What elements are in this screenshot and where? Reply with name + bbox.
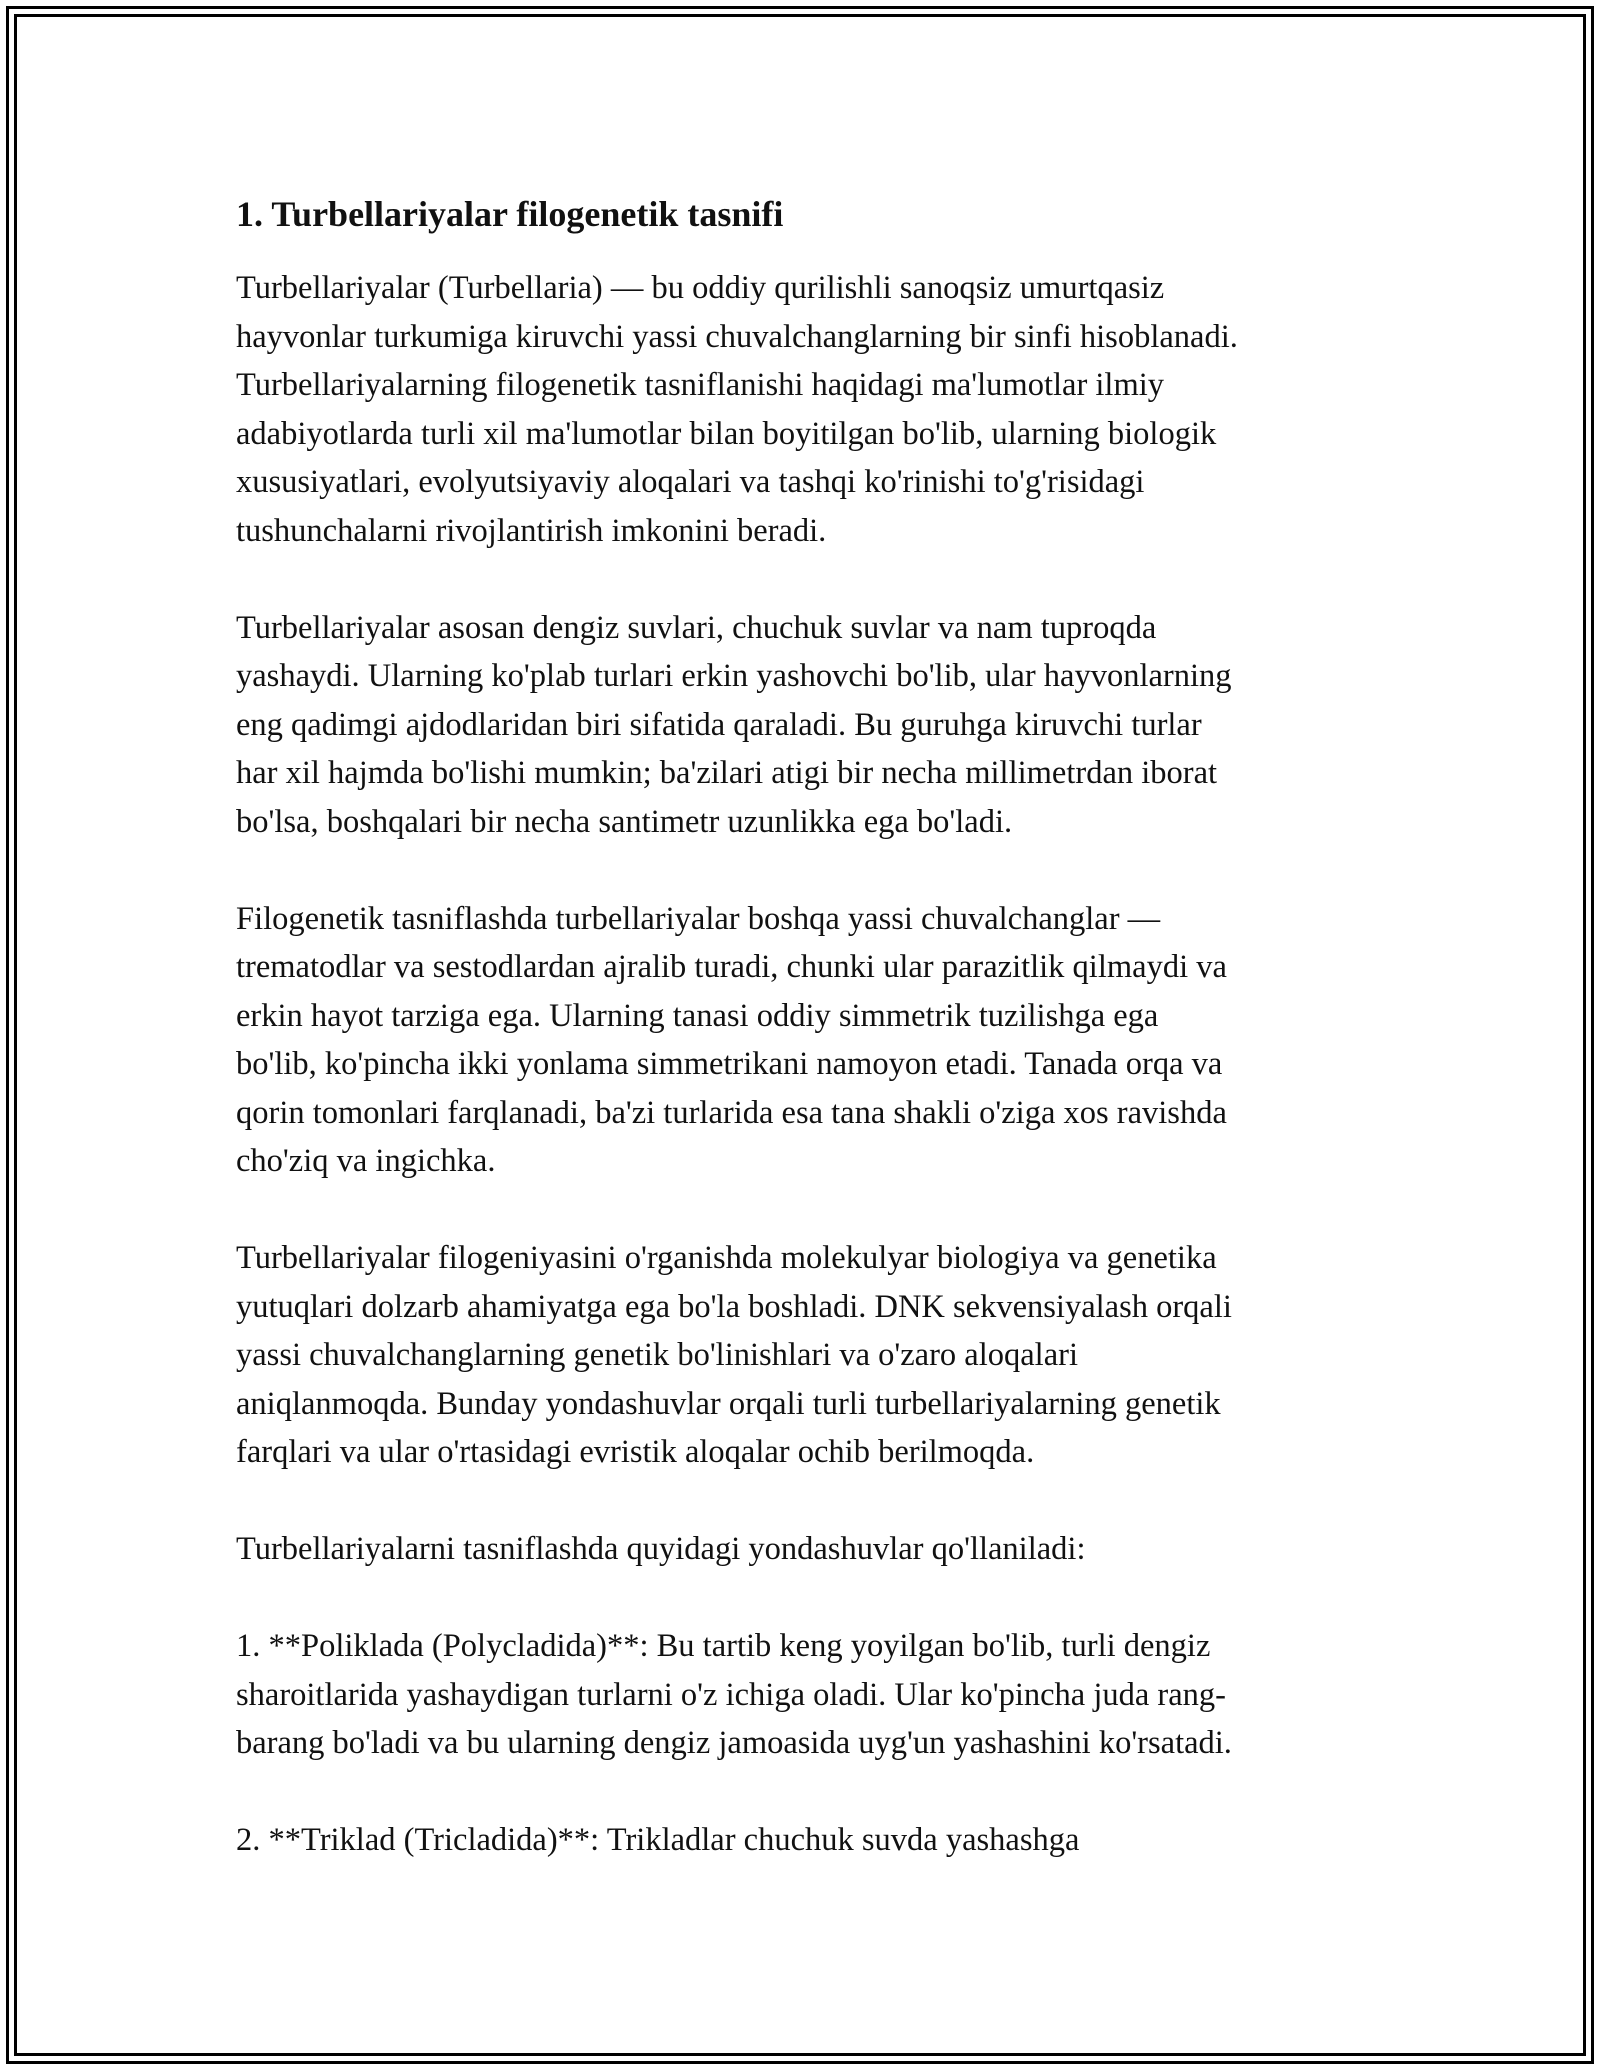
list-item-tricladida <box>236 1816 1376 1865</box>
text-line: Turbellariyalar filogeniyasini o'rganishda molekulyar biologiya va genetika <box>236 1240 1217 1276</box>
text-line: Turbellariyalarning filogenetik tasniflanishi haqidagi ma'lumotlar ilmiy <box>236 367 1165 403</box>
text-line: bo'lib, ko'pincha ikki yonlama simmetrikani namoyon etadi. Tanada orqa va <box>236 1046 1223 1082</box>
text-line: Turbellariyalar (Turbellaria) — bu oddiy qurilishli sanoqsiz umurtqasiz <box>236 270 1165 306</box>
text-line: barang bo'ladi va bu ularning dengiz jamoasida uyg'un yashashini ko'rsatadi. <box>236 1725 1232 1761</box>
text-line: qorin tomonlari farqlanadi, ba'zi turlarida esa tana shakli o'ziga xos ravishda <box>236 1094 1227 1131</box>
document-body <box>236 186 1376 1913</box>
text-line: 1. **Poliklada (Polycladida)**: Bu tartib keng yoyilgan bo'lib, turli dengiz <box>236 1628 1211 1664</box>
text-line: yutuqlari dolzarb ahamiyatga ega bo'la boshladi. DNK sekvensiyalash orqali <box>236 1288 1232 1325</box>
text-line: sharoitlarida yashaydigan turlarni o'z ichiga oladi. Ular ko'pincha juda rang- <box>236 1676 1226 1713</box>
text-line: yassi chuvalchanglarning genetik bo'linishlari va o'zaro aloqalari <box>236 1337 1078 1373</box>
paragraph-molecular <box>236 1234 1376 1477</box>
text-line: bo'lsa, boshqalari bir necha santimetr uzunlikka ega bo'ladi. <box>236 803 1013 840</box>
text-line: Filogenetik tasniflashda turbellariyalar boshqa yassi chuvalchanglar — <box>236 900 1161 937</box>
text-line: tushunchalarni rivojlantirish imkonini beradi. <box>236 512 827 549</box>
paragraph-intro <box>236 264 1376 555</box>
text-line: adabiyotlarda turli xil ma'lumotlar bilan boyitilgan bo'lib, ularning biologik <box>236 415 1217 452</box>
text-line: farqlari va ular o'rtasidagi evristik aloqalar ochib berilmoqda. <box>236 1434 1035 1470</box>
text-line: 2. **Triklad (Tricladida)**: Trikladlar chuchuk suvda yashashga <box>236 1822 1080 1858</box>
text-line: erkin hayot tarziga ega. Ularning tanasi oddiy simmetrik tuzilishga ega <box>236 997 1159 1034</box>
text-line: aniqlanmoqda. Bunday yondashuvlar orqali turli turbellariyalarning genetik <box>236 1385 1221 1422</box>
text-line: xususiyatlari, evolyutsiyaviy aloqalari va tashqi ko'rinishi to'g'risidagi <box>236 464 1145 500</box>
text-line: Turbellariyalar asosan dengiz suvlari, chuchuk suvlar va nam tuproqda <box>236 609 1157 646</box>
paragraph-habitat <box>236 604 1376 847</box>
text-line: cho'ziq va ingichka. <box>236 1143 496 1179</box>
text-line: har xil hajmda bo'lishi mumkin; ba'zilari atigi bir necha millimetrdan iborat <box>236 755 1218 791</box>
list-item-polycladida <box>236 1622 1376 1768</box>
text-line: trematodlar va sestodlardan ajralib turadi, chunki ular parazitlik qilmaydi va <box>236 949 1227 985</box>
paragraph-classification <box>236 895 1376 1186</box>
text-line: Turbellariyalarni tasniflashda quyidagi yondashuvlar qo'llaniladi: <box>236 1531 1086 1567</box>
paragraph-approaches <box>236 1525 1376 1574</box>
text-line: hayvonlar turkumiga kiruvchi yassi chuvalchanglarning bir sinfi hisoblanadi. <box>236 318 1238 355</box>
text-line: yashaydi. Ularning ko'plab turlari erkin yashovchi bo'lib, ular hayvonlarning <box>236 658 1232 694</box>
document-title: 1. Turbellariyalar filogenetik tasnifi <box>236 194 784 234</box>
text-line: eng qadimgi ajdodlaridan biri sifatida qaraladi. Bu guruhga kiruvchi turlar <box>236 706 1202 743</box>
